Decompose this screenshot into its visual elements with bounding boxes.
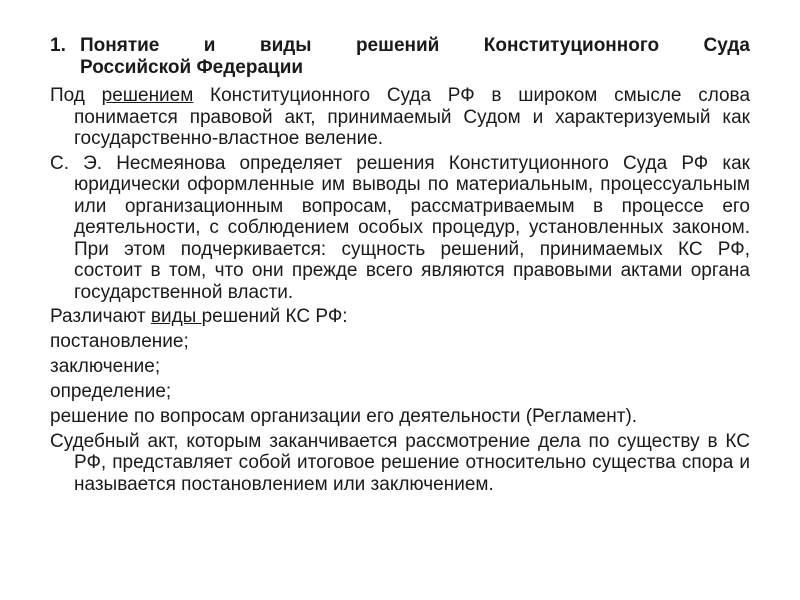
- list-item-regulation: решение по вопросам организации его деятельности (Регламент).: [50, 405, 638, 427]
- title-line-1: [50, 35, 750, 57]
- list-item-resolution: постановление;: [50, 330, 189, 352]
- underlined-term-decision: решением: [101, 85, 194, 106]
- types-intro-start: Различают: [50, 306, 151, 327]
- title-text-line-1: Понятие и виды решений Конституционного Суда: [80, 35, 750, 56]
- types-intro-rest: решений КС РФ:: [201, 306, 348, 327]
- slide-title: [50, 35, 750, 79]
- paragraph-definition-rest: Конституционного Суда РФ в широком смысле слова понимается правовой акт, принимаемый Судом и характеризуемый как государственно-властное веление.: [74, 85, 751, 149]
- paragraph-final-act: Судебный акт, которым заканчивается рассмотрение дела по существу в КС РФ, представляет собой итоговое решение относительно существа спора и называется постановлением или заключением.: [50, 430, 750, 495]
- title-number: 1.: [50, 35, 66, 56]
- paragraph-definition-start: Под: [50, 85, 102, 106]
- slide-content: [50, 35, 750, 498]
- list-item-conclusion: заключение;: [50, 355, 161, 377]
- paragraph-nesmeyanova: С. Э. Несмеянова определяет решения Конституционного Суда РФ как юридически оформленные им выводы по материальным, процессуальным или организационным вопросам, рассматриваемым в процессе его деятельности, с соблюдением особых процедур, установленных законом. При этом подчеркивается: сущность решений, принимаемых КС РФ, состоит в том, что они прежде всего являются правовыми актами органа государственной власти.: [50, 152, 750, 303]
- paragraph-types-intro: [50, 306, 750, 328]
- paragraph-definition: [50, 85, 750, 150]
- underlined-term-types: виды: [150, 306, 202, 327]
- title-text-line-2: Российской Федерации: [80, 57, 304, 78]
- list-item-ruling: определение;: [50, 380, 172, 402]
